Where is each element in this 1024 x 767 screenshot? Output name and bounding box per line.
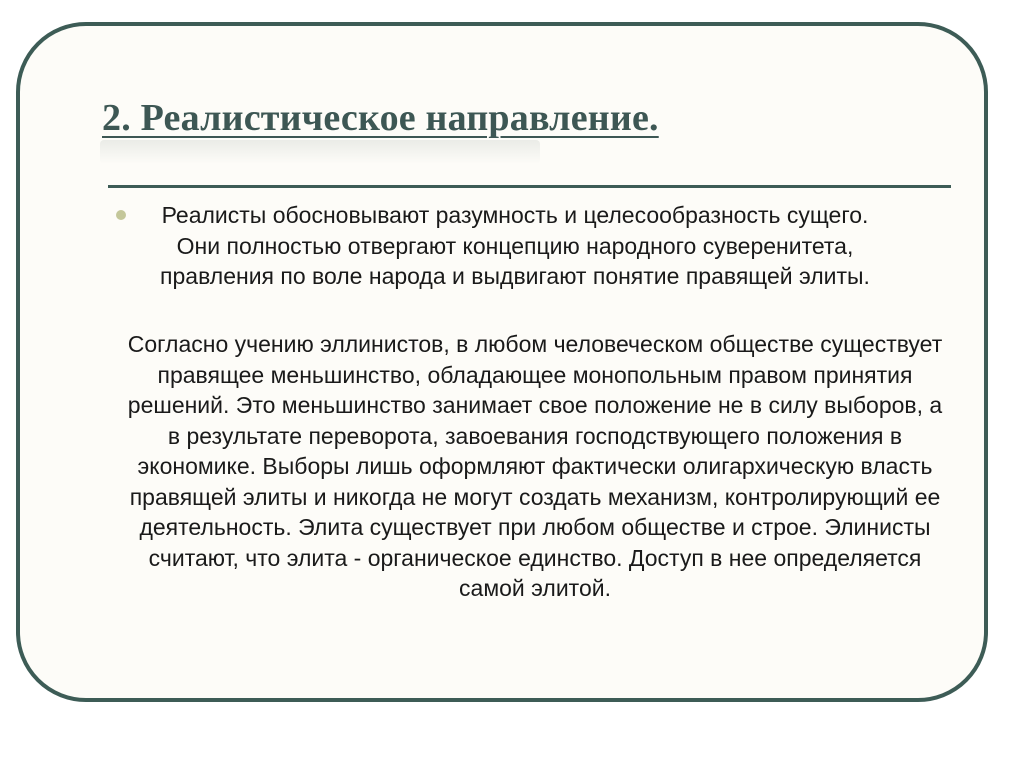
- slide-title: 2. Реалистическое направление.: [102, 97, 659, 139]
- title-divider: [108, 185, 951, 188]
- bullet-icon: [116, 210, 126, 220]
- title-shadow: [100, 140, 540, 164]
- paragraph-realists: Реалисты обосновывают разумность и целесообразность сущего. Они полностью отвергают концепцию народного суверенитета, правления по воле народа и выдвигают понятие правящей элиты.: [160, 202, 870, 289]
- paragraph-elitists: Согласно учению эллинистов, в любом человеческом обществе существует правящее меньшинство, обладающее монопольным правом принятия решений. Это меньшинство занимает свое положение не в силу выборов, а в результате переворота, завоевания господствующего положения в экономике. Выборы лишь оформляют фактически олигархическую власть правящей элиты и никогда не могут создать механизм, контролирующий ее деятельность. Элита существует при любом обществе и строе. Элинисты считают, что элита - органическое единство. Доступ в нее определяется самой элитой.: [127, 331, 943, 601]
